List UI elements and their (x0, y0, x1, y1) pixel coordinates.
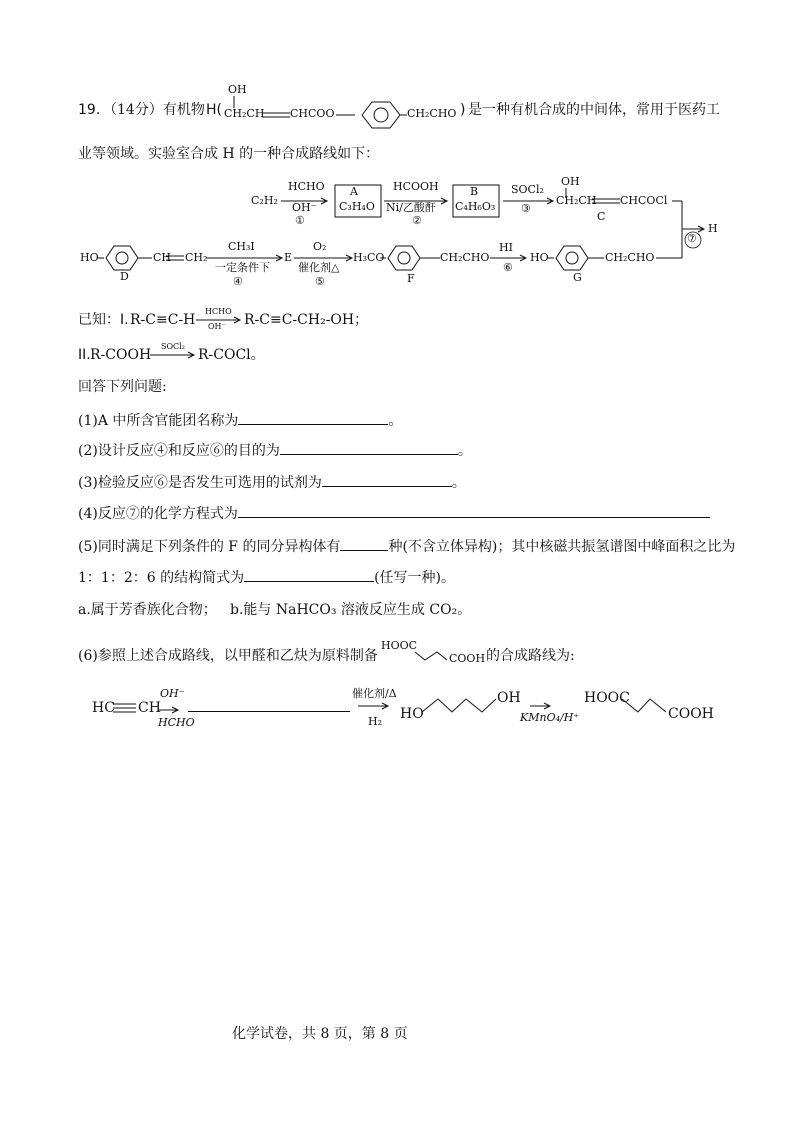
reaction-2-condition: Ni/乙酸酐 (386, 201, 436, 214)
known-ii-reagent: SOCl₂ (161, 342, 185, 351)
reaction-4-condition: 一定条件下 (215, 261, 270, 274)
reaction-1-condition: OH⁻ (292, 201, 317, 214)
question-score-intro: （14分）有机物 (103, 102, 205, 118)
reaction-3-reagent: SOCl₂ (511, 183, 544, 196)
question-2: (2)设计反应④和反应⑥的目的为 。 (78, 440, 472, 460)
compound-f-label: F (407, 272, 415, 285)
reaction-5-number: ⑤ (315, 275, 325, 288)
route-arrow-2-top: 催化剂/Δ (352, 687, 397, 700)
box-a (335, 185, 381, 217)
g-benzene-ring (556, 246, 588, 270)
compound-g-tail: CH₂CHO (605, 251, 655, 264)
condition-a: a.属于芳香族化合物； (78, 602, 217, 618)
compound-d-vinyl2: CH₂ (185, 251, 208, 264)
compound-g-label: G (573, 271, 582, 284)
compound-c-label: C (597, 210, 606, 223)
h-benzene-ring (362, 102, 400, 128)
reaction-4-number: ④ (233, 275, 243, 288)
diol-ho: HO (400, 706, 424, 722)
condition-b: b.能与 NaHCO₃ 溶液反应生成 CO₂。 (230, 602, 472, 618)
compound-g-ho: HO (530, 251, 549, 264)
known-i-right: R-C≡C-CH₂-OH； (244, 312, 369, 328)
route-arrow-1-bottom: HCHO (158, 716, 195, 729)
reaction-1-reagent: HCHO (288, 180, 325, 193)
box-a-formula: C₃H₄O (339, 200, 375, 213)
route-start-ch: CH (138, 700, 161, 716)
question-number: 19. (78, 102, 101, 118)
compound-h-tail: CH₂CHO (407, 107, 457, 120)
question-6: (6)参照上述合成路线，以甲醛和乙炔为原料制备 (78, 648, 378, 664)
known-ii-label: II. (78, 347, 91, 363)
reaction-5-condition: 催化剂△ (298, 261, 340, 274)
compound-c-chain: CH₂CH (556, 194, 597, 207)
target-zigzag (415, 652, 447, 660)
route-arrow-3-bottom: KMnO₄/H⁺ (520, 711, 580, 724)
product-zigzag (622, 699, 666, 712)
compound-h-ester: CHCOO (290, 107, 335, 120)
compound-h-oh: OH (228, 83, 247, 96)
known-ii-right: R-COCl。 (198, 347, 265, 363)
target-cooh: COOH (449, 652, 486, 665)
compound-f-meo: H₃CO (353, 251, 385, 264)
compound-f-tail: CH₂CHO (440, 251, 490, 264)
compound-d-ho: HO (80, 251, 99, 264)
compound-c-oh: OH (561, 175, 580, 188)
intro-rest: 是一种有机合成的中间体，常用于医药工 (468, 102, 720, 118)
reaction-4-reagent: CH₃I (228, 240, 255, 253)
compound-c-tail: CHCOCl (620, 194, 668, 207)
compound-h-close: ) (460, 102, 466, 118)
known-i-label: I. (120, 312, 129, 328)
question-5-line-2: 1：1：2：6 的结构简式为 (任写一种)。 (78, 567, 455, 587)
intro-line-2: 业等领域。实验室合成 H 的一种合成路线如下： (78, 146, 380, 162)
page-footer: 化学试卷，共 8 页，第 8 页 (232, 1026, 408, 1042)
route-arrow-2-bottom: H₂ (368, 715, 383, 728)
product-hooc: HOOC (584, 690, 630, 706)
reaction-2-number: ② (412, 214, 422, 227)
reaction-6-number: ⑥ (503, 261, 513, 274)
box-b-formula: C₄H₆O₃ (455, 200, 496, 213)
reaction-3-number: ③ (521, 202, 531, 215)
box-b (453, 185, 499, 217)
reaction-7-number: ⑦ (687, 232, 697, 245)
questions-lead: 回答下列问题: (78, 379, 167, 395)
question-5-line-1: (5)同时满足下列条件的 F 的同分异构体有 种(不含立体异构)；其中核磁共振氢谱图中峰面积之比为 (78, 536, 735, 556)
reaction-2-reagent: HCOOH (393, 180, 439, 193)
compound-h-chain: CH₂CH (224, 107, 265, 120)
question-3: (3)检验反应⑥是否发生可选用的试剂为 。 (78, 472, 466, 492)
compound-h-final: H (708, 222, 718, 235)
d-benzene-ring (106, 246, 138, 270)
question-1: (1)A 中所含官能团名称为 。 (78, 410, 402, 430)
product-cooh: COOH (668, 706, 714, 722)
c2h2-label: C₂H₂ (251, 194, 278, 207)
compound-e-label: E (284, 251, 293, 264)
route-start-hc: HC (92, 700, 115, 716)
known-prefix: 已知： (78, 312, 120, 328)
known-i-left: R-C≡C-H (130, 312, 196, 328)
known-ii-left: R-COOH (90, 347, 152, 363)
diol-oh: OH (497, 690, 521, 706)
route-arrow-1-top: OH⁻ (160, 687, 185, 700)
known-i-reagent: HCHO (205, 307, 232, 316)
box-b-label: B (470, 185, 479, 198)
reaction-1-number: ① (295, 214, 305, 227)
reaction-5-reagent: O₂ (313, 240, 327, 253)
known-i-condition: OH⁻ (208, 322, 226, 331)
question-4: (4)反应⑦的化学方程式为 (78, 503, 710, 523)
question-6-end: 的合成路线为: (486, 648, 575, 664)
f-benzene-ring (388, 246, 420, 270)
target-hooc: HOOC (381, 639, 418, 652)
reaction-6-reagent: HI (499, 241, 513, 254)
compound-h-prefix: H( (206, 102, 222, 118)
box-a-label: A (350, 185, 358, 198)
compound-d-label: D (120, 270, 129, 283)
diol-zigzag (422, 699, 496, 712)
compound-d-vinyl: CH (153, 251, 172, 264)
